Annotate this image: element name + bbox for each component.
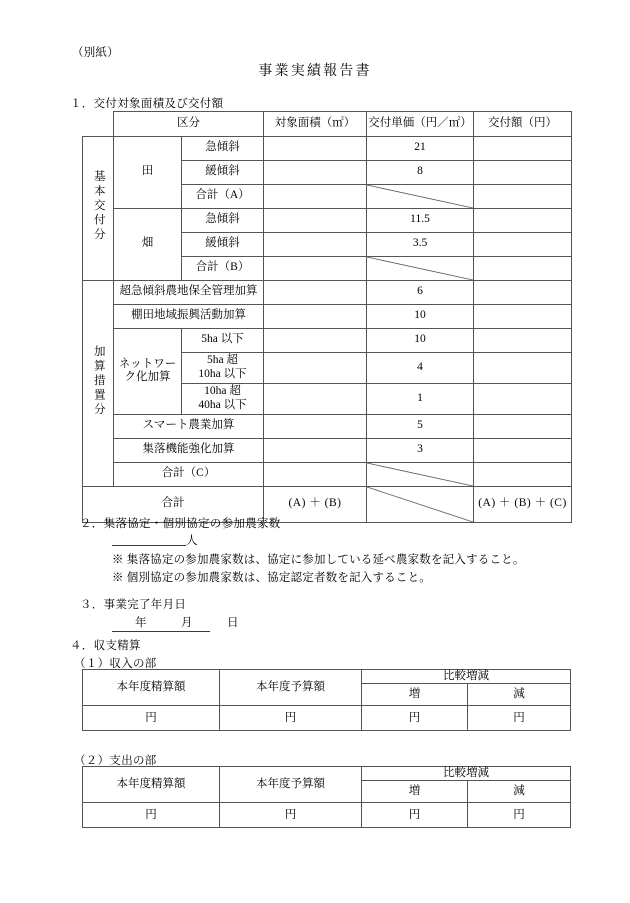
unit-price-value: 3 (367, 438, 474, 462)
grand-total-label: 合計 (83, 486, 264, 522)
unit-price-value: 4 (367, 352, 474, 383)
table-row (83, 304, 572, 328)
unit-price-struck-cell (367, 256, 474, 280)
kind-label: 急傾斜 (182, 136, 264, 160)
table-row (83, 328, 572, 352)
target-area-input[interactable] (264, 232, 367, 256)
income-settled-input[interactable]: 円 (83, 706, 220, 731)
header-increase: 増 (362, 781, 468, 803)
header-budget-amount: 本年度予算額 (220, 767, 362, 803)
income-settlement-table (82, 669, 571, 731)
amount-input[interactable] (474, 280, 572, 304)
expenditure-increase-input[interactable]: 円 (362, 803, 468, 828)
land-type-field: 畑 (114, 208, 182, 280)
subtotal-c-label: 合計（C） (114, 462, 264, 486)
farmer-count-field-wrap (112, 532, 198, 548)
header-comparison: 比較増減 (362, 767, 571, 781)
header-comparison: 比較増減 (362, 670, 571, 684)
table-header-row (83, 112, 572, 137)
page-title: 事業実績報告書 (258, 64, 372, 79)
table-row (83, 803, 571, 828)
header-spacer (83, 112, 114, 137)
addition-name: スマート農業加算 (114, 414, 264, 438)
network-tier-label: 5ha 以下 (182, 328, 264, 352)
expenditure-settled-input[interactable]: 円 (83, 803, 220, 828)
section4-expenditure-subheading: （２）支出の部 (74, 755, 157, 767)
subtotal-b-area-input[interactable] (264, 256, 367, 280)
farmer-count-unit: 人 (186, 535, 198, 547)
kind-label: 緩傾斜 (182, 160, 264, 184)
amount-input[interactable] (474, 160, 572, 184)
unit-price-struck-cell (367, 486, 474, 522)
subtotal-a-amount-input[interactable] (474, 184, 572, 208)
income-decrease-input[interactable]: 円 (468, 706, 571, 731)
header-decrease: 減 (468, 781, 571, 803)
subtotal-b-amount-input[interactable] (474, 256, 572, 280)
table-header-row (83, 767, 571, 781)
table-row (83, 706, 571, 731)
amount-input[interactable] (474, 208, 572, 232)
kind-label: 急傾斜 (182, 208, 264, 232)
addition-name: 超急傾斜農地保全管理加算 (114, 280, 264, 304)
subtotal-c-area-input[interactable] (264, 462, 367, 486)
completion-date-input[interactable]: 年 月 日 (112, 614, 210, 632)
table-row (83, 280, 572, 304)
target-area-input[interactable] (264, 280, 367, 304)
income-increase-input[interactable]: 円 (362, 706, 468, 731)
header-settled-amount: 本年度精算額 (83, 767, 220, 803)
unit-price-struck-cell (367, 462, 474, 486)
group-label-basic-text: 基本交付分 (92, 169, 105, 243)
farmer-count-input[interactable] (112, 532, 186, 546)
header-target-area: 対象面積（㎡） (264, 112, 367, 137)
network-addition-name-line1: ネットワー (118, 357, 177, 370)
income-budget-input[interactable]: 円 (220, 706, 362, 731)
header-amount: 交付額（円） (474, 112, 572, 137)
land-type-rice: 田 (114, 136, 182, 208)
header-unit-price: 交付単価（円／㎡） (367, 112, 474, 137)
amount-input[interactable] (474, 438, 572, 462)
network-tier-label (182, 352, 264, 383)
unit-price-value: 3.5 (367, 232, 474, 256)
amount-input[interactable] (474, 383, 572, 414)
table-row (83, 462, 572, 486)
grand-total-amount-note: (A) ＋ (B) ＋ (C) (474, 486, 572, 522)
amount-input[interactable] (474, 414, 572, 438)
table-header-row (83, 670, 571, 684)
amount-input[interactable] (474, 232, 572, 256)
subtotal-a-label: 合計（A） (182, 184, 264, 208)
table-row (83, 136, 572, 160)
subtotal-b-label: 合計（B） (182, 256, 264, 280)
network-tier-label-line2: 10ha 以下 (198, 367, 247, 380)
unit-price-struck-cell (367, 184, 474, 208)
group-label-addition-text: 加算措置分 (92, 344, 105, 418)
subtotal-a-area-input[interactable] (264, 184, 367, 208)
network-tier-label-line2: 40ha 以下 (198, 398, 247, 411)
completion-date-field-wrap[interactable] (112, 613, 239, 632)
header-budget-amount: 本年度予算額 (220, 670, 362, 706)
group-label-basic (83, 136, 114, 280)
grand-total-area-note: (A) ＋ (B) (264, 486, 367, 522)
table-row (83, 208, 572, 232)
addition-name: 棚田地域振興活動加算 (114, 304, 264, 328)
target-area-input[interactable] (264, 438, 367, 462)
amount-input[interactable] (474, 136, 572, 160)
target-area-input[interactable] (264, 328, 367, 352)
unit-price-value: 8 (367, 160, 474, 184)
attachment-label: （別紙） (72, 47, 119, 59)
target-area-input[interactable] (264, 160, 367, 184)
unit-price-value: 11.5 (367, 208, 474, 232)
section1-heading: １．交付対象面積及び交付額 (70, 98, 224, 110)
expenditure-budget-input[interactable]: 円 (220, 803, 362, 828)
header-category: 区分 (114, 112, 264, 137)
section3-heading: ３．事業完了年月日 (80, 599, 187, 611)
subtotal-c-amount-input[interactable] (474, 462, 572, 486)
network-tier-label-line1: 5ha 超 (207, 354, 238, 367)
target-area-input[interactable] (264, 383, 367, 414)
group-label-addition (83, 280, 114, 486)
target-area-input[interactable] (264, 304, 367, 328)
section4-heading: ４．収支精算 (70, 640, 141, 652)
addition-name: 集落機能強化加算 (114, 438, 264, 462)
network-addition-name (114, 328, 182, 414)
unit-price-value: 6 (367, 280, 474, 304)
header-increase: 増 (362, 684, 468, 706)
table-row (83, 438, 572, 462)
expenditure-decrease-input[interactable]: 円 (468, 803, 571, 828)
target-area-input[interactable] (264, 414, 367, 438)
unit-price-value: 1 (367, 383, 474, 414)
unit-price-value: 21 (367, 136, 474, 160)
target-area-input[interactable] (264, 352, 367, 383)
target-area-input[interactable] (264, 136, 367, 160)
header-settled-amount: 本年度精算額 (83, 670, 220, 706)
network-tier-label-line1: 10ha 超 (204, 385, 241, 398)
expenditure-settlement-table (82, 766, 571, 828)
section2-note-1: ※ 集落協定の参加農家数は、協定に参加している延べ農家数を記入すること。 (112, 554, 525, 566)
section2-heading: ２．集落協定・個別協定の参加農家数 (80, 518, 281, 530)
section2-note-2: ※ 個別協定の参加農家数は、協定認定者数を記入すること。 (112, 572, 431, 584)
target-area-input[interactable] (264, 208, 367, 232)
unit-price-value: 10 (367, 304, 474, 328)
network-tier-label (182, 383, 264, 414)
table-row (83, 414, 572, 438)
unit-price-value: 5 (367, 414, 474, 438)
header-decrease: 減 (468, 684, 571, 706)
amount-input[interactable] (474, 352, 572, 383)
network-addition-name-line2: ク化加算 (124, 371, 171, 383)
amount-input[interactable] (474, 328, 572, 352)
grant-area-amount-table (82, 111, 572, 523)
amount-input[interactable] (474, 304, 572, 328)
kind-label: 緩傾斜 (182, 232, 264, 256)
section4-income-subheading: （１）収入の部 (74, 658, 157, 670)
unit-price-value: 10 (367, 328, 474, 352)
